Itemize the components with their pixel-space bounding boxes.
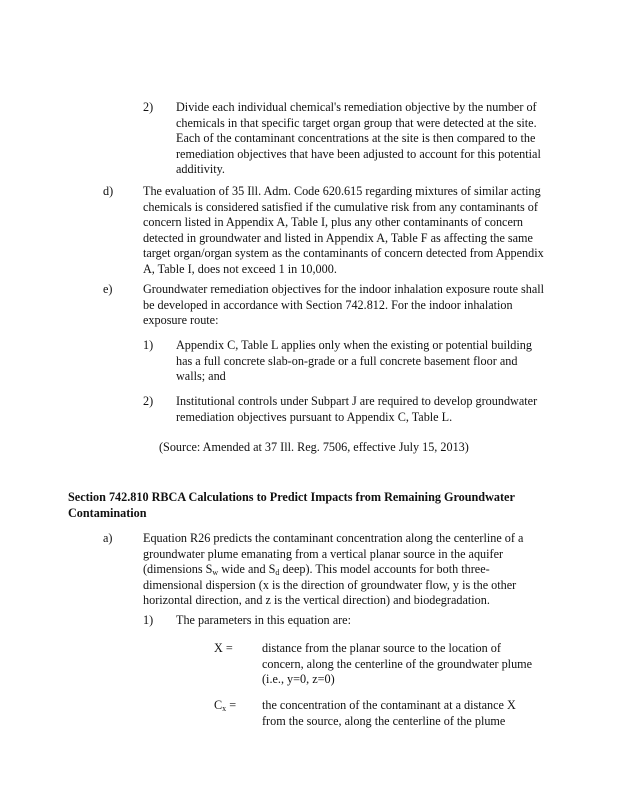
text-run: C [214, 698, 223, 712]
item-marker: e) [103, 282, 113, 296]
parameter-definition: from the source, along the centerline of the plume [262, 713, 506, 728]
subscript: d [275, 568, 280, 577]
parameter-definition: the concentration of the contaminant at a distance X [262, 698, 516, 712]
paragraph-line: be developed in accordance with Section 742.812. For the indoor inhalation [143, 297, 513, 312]
text-run: deep). This model accounts for both three- [279, 562, 490, 576]
item-marker: a) [103, 531, 113, 545]
paragraph-line: Divide each individual chemical's remediation objective by the number of [176, 100, 537, 114]
paragraph-line: dimensional dispersion (x is the direction of groundwater flow, y is the other [143, 577, 517, 592]
paragraph-line: horizontal direction, and z is the vertical direction) and biodegradation. [143, 593, 490, 607]
paragraph-line: remediation objectives pursuant to Appendix C, Table L. [176, 409, 453, 424]
parameter-definition: (i.e., y=0, z=0) [262, 672, 335, 686]
subscript: x [222, 704, 227, 713]
parameter-definition: distance from the planar source to the location of [262, 641, 501, 655]
section-heading: Section 742.810 RBCA Calculations to Predict Impacts from Remaining Groundwater [68, 490, 515, 504]
text-run: (dimensions S [143, 562, 213, 576]
paragraph-line: Institutional controls under Subpart J are required to develop groundwater [176, 394, 538, 408]
parameter-definition: concern, along the centerline of the groundwater plume [262, 656, 533, 671]
paragraph-line: walls; and [176, 369, 226, 383]
item-marker: d) [103, 184, 114, 198]
paragraph-line: has a full concrete slab-on-grade or a full concrete basement floor and [176, 353, 518, 368]
paragraph-line: concern listed in Appendix A, Table I, plus any other contaminants of concern [143, 215, 524, 229]
text-run: wide and S [218, 562, 276, 576]
paragraph-line [143, 562, 490, 576]
paragraph-line: additivity. [176, 162, 225, 176]
parameter-symbol: X = [214, 641, 233, 655]
paragraph-line: Each of the contaminant concentrations at the site is then compared to the [176, 131, 536, 145]
item-marker: 1) [143, 338, 154, 352]
text-run: = [226, 698, 237, 712]
paragraph-line: groundwater plume emanating from a vertical planar source in the aquifer [143, 546, 504, 561]
paragraph-line: remediation objectives that have been adjusted to account for this potential [176, 146, 541, 161]
paragraph-line: Groundwater remediation objectives for the indoor inhalation exposure route shall [143, 282, 545, 296]
item-marker: 2) [143, 100, 154, 114]
paragraph-line: exposure route: [143, 313, 219, 327]
paragraph-line: target organ/organ system as the contaminants of concern detected from Appendix [143, 246, 544, 260]
section-heading: Contamination [68, 505, 147, 520]
paragraph-line: detected in groundwater and listed in Appendix A, Table F as affecting the same [143, 230, 533, 245]
paragraph-line: Appendix C, Table L applies only when the existing or potential building [176, 338, 532, 352]
paragraph-line: chemicals is considered satisfied if the cumulative risk from any contaminants of [143, 199, 538, 214]
item-marker: 2) [143, 394, 154, 408]
paragraph-line: The evaluation of 35 Ill. Adm. Code 620.615 regarding mixtures of similar acting [143, 184, 541, 198]
paragraph-line: chemicals in that specific target organ group that were detected at the site. [176, 115, 537, 130]
paragraph-line: A, Table I, does not exceed 1 in 10,000. [143, 261, 337, 276]
item-marker: 1) [143, 613, 154, 627]
subscript: w [212, 568, 219, 577]
parameter-symbol [214, 698, 236, 712]
paragraph-line: Equation R26 predicts the contaminant concentration along the centerline of a [143, 531, 524, 545]
source-note: (Source: Amended at 37 Ill. Reg. 7506, effective July 15, 2013) [159, 440, 469, 454]
paragraph-line: The parameters in this equation are: [176, 613, 351, 627]
